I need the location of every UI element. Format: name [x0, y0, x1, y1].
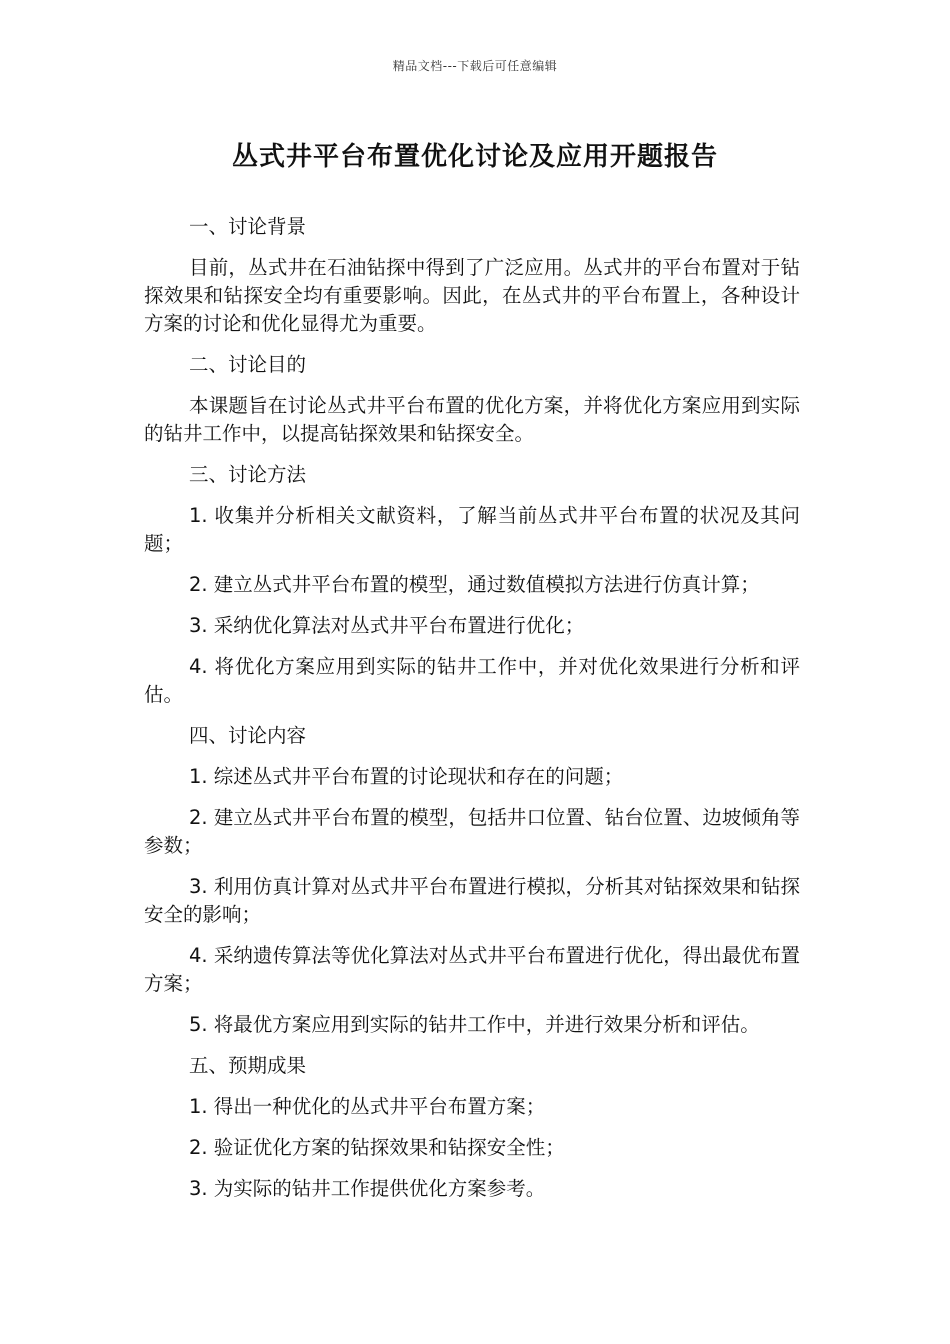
- content-item-4: 4. 采纳遗传算法等优化算法对丛式井平台布置进行优化，得出最优布置方案；: [144, 944, 800, 995]
- section-heading-background: 一、讨论背景: [189, 215, 307, 238]
- method-item-4: 4. 将优化方案应用到实际的钻井工作中，并对优化效果进行分析和评估。: [144, 655, 800, 706]
- section-heading-results: 五、预期成果: [189, 1054, 307, 1077]
- result-item-3: 3. 为实际的钻井工作提供优化方案参考。: [189, 1177, 546, 1200]
- section-heading-purpose: 二、讨论目的: [189, 353, 307, 376]
- method-item-2: 2. 建立丛式井平台布置的模型，通过数值模拟方法进行仿真计算；: [189, 573, 760, 596]
- result-item-1: 1. 得出一种优化的丛式井平台布置方案；: [189, 1095, 546, 1118]
- method-item-3: 3. 采纳优化算法对丛式井平台布置进行优化；: [189, 614, 585, 637]
- content-item-2: 2. 建立丛式井平台布置的模型，包括井口位置、钻台位置、边坡倾角等参数；: [144, 806, 800, 857]
- document-body: [144, 213, 800, 1216]
- section-heading-method: 三、讨论方法: [189, 463, 307, 486]
- paragraph-purpose: 本课题旨在讨论丛式井平台布置的优化方案，并将优化方案应用到实际的钻井工作中，以提高钻探效果和钻探安全。: [144, 394, 800, 445]
- content-item-1: 1. 综述丛式井平台布置的讨论现状和存在的问题；: [189, 765, 624, 788]
- content-item-5: 5. 将最优方案应用到实际的钻井工作中，并进行效果分析和评估。: [189, 1013, 760, 1036]
- paragraph-background: 目前，丛式井在石油钻探中得到了广泛应用。丛式井的平台布置对于钻探效果和钻探安全均有重要影响。因此，在丛式井的平台布置上，各种设计方案的讨论和优化显得尤为重要。: [144, 256, 800, 335]
- method-item-1: 1. 收集并分析相关文献资料，了解当前丛式井平台布置的状况及其问题；: [144, 504, 800, 555]
- content-item-3: 3. 利用仿真计算对丛式井平台布置进行模拟，分析其对钻探效果和钻探安全的影响；: [144, 875, 800, 926]
- section-heading-content: 四、讨论内容: [189, 724, 307, 747]
- header-note: 精品文档---下载后可任意编辑: [392, 59, 558, 73]
- document-title: 丛式井平台布置优化讨论及应用开题报告: [231, 142, 718, 172]
- result-item-2: 2. 验证优化方案的钻探效果和钻探安全性；: [189, 1136, 565, 1159]
